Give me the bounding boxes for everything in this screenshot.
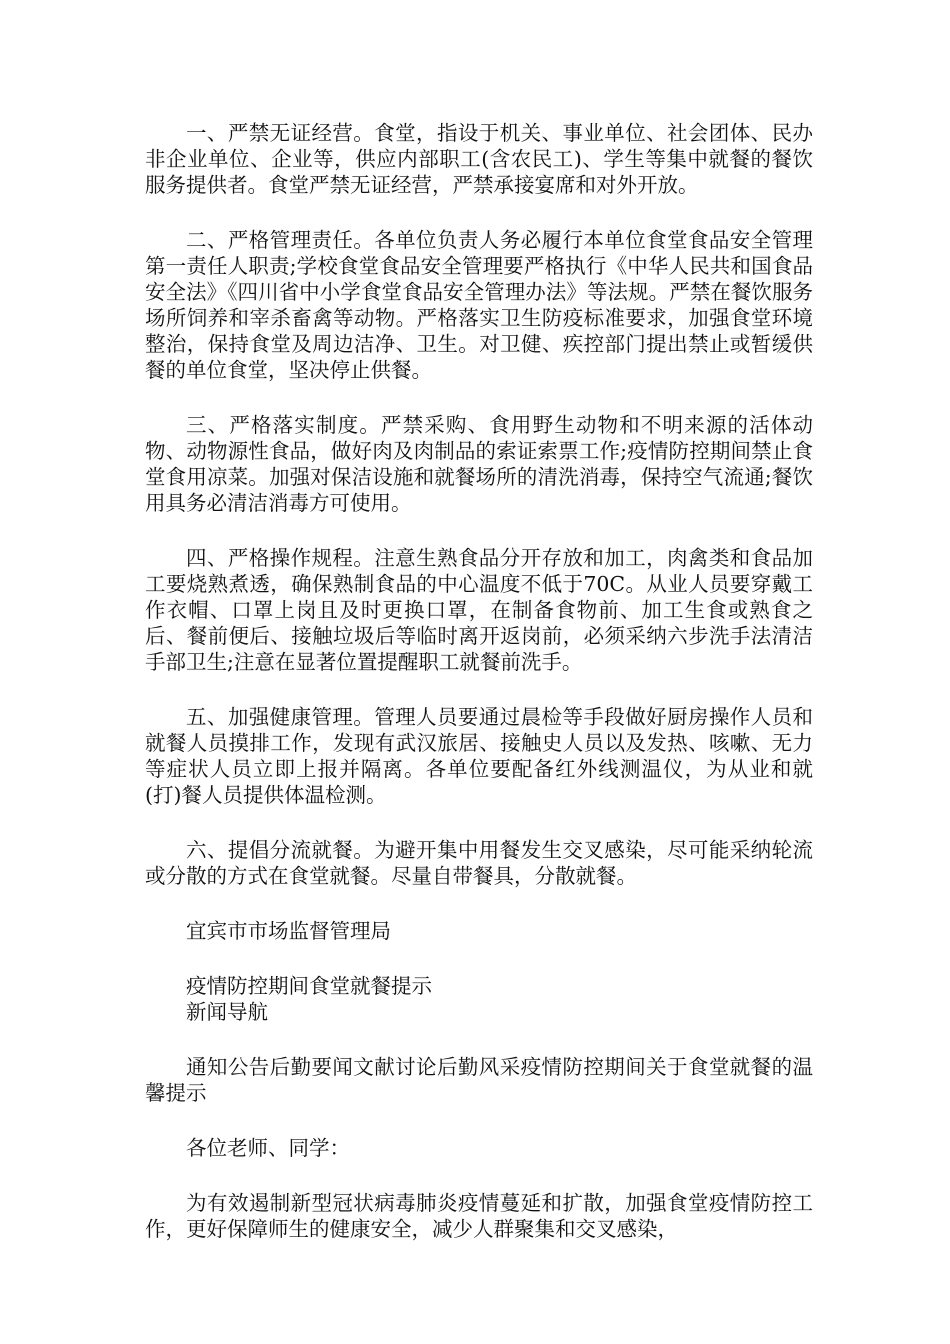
paragraph-rule-1: 一、严禁无证经营。食堂，指设于机关、事业单位、社会团体、民办非企业单位、企业等，供应内部职工(含农民工)、学生等集中就餐的餐饮服务提供者。食堂严禁无证经营，严禁承接宴席和对外开放。: [145, 121, 813, 197]
paragraph-rule-4: 四、严格操作规程。注意生熟食品分开存放和加工，肉禽类和食品加工要烧熟煮透，确保熟制食品的中心温度不低于70C。从业人员要穿戴工作衣帽、口罩上岗且及时更换口罩，在制备食物前、加工生食或熟食之后、餐前便后、接触垃圾后等临时离开返岗前，必须采纳六步洗手法清洁手部卫生;注意在显著位置提醒职工就餐前洗手。: [145, 546, 813, 674]
issuer-name: 宜宾市市场监督管理局: [186, 919, 391, 943]
news-navigation-label: 新闻导航: [186, 1000, 268, 1024]
paragraph-rule-2: 二、严格管理责任。各单位负责人务必履行本单位食堂食品安全管理第一责任人职责;学校食堂食品安全管理要严格执行《中华人民共和国食品安全法》《四川省中小学食堂食品安全管理办法》等法规。严禁在餐饮服务场所饲养和宰杀畜禽等动物。严格落实卫生防疫标准要求，加强食堂环境整治，保持食堂及周边洁净、卫生。对卫健、疾控部门提出禁止或暂缓供餐的单位食堂，坚决停止供餐。: [145, 228, 813, 382]
paragraph-rule-3: 三、严格落实制度。严禁采购、食用野生动物和不明来源的活体动物、动物源性食品，做好肉及肉制品的索证索票工作;疫情防控期间禁止食堂食用凉菜。加强对保洁设施和就餐场所的清洗消毒，保持空气流通;餐饮用具务必清洁消毒方可使用。: [145, 413, 813, 515]
navigation-breadcrumb-text: 通知公告后勤要闻文献讨论后勤风采疫情防控期间关于食堂就餐的温馨提示: [145, 1055, 813, 1105]
paragraph-intro: 为有效遏制新型冠状病毒肺炎疫情蔓延和扩散，加强食堂疫情防控工作，更好保障师生的健康安全，减少人群聚集和交叉感染，: [145, 1191, 813, 1241]
notice-title: 疫情防控期间食堂就餐提示: [186, 974, 432, 998]
paragraph-rule-6: 六、提倡分流就餐。为避开集中用餐发生交叉感染，尽可能采纳轮流或分散的方式在食堂就餐。尽量自带餐具，分散就餐。: [145, 838, 813, 888]
paragraph-rule-5: 五、加强健康管理。管理人员要通过晨检等手段做好厨房操作人员和就餐人员摸排工作，发现有武汉旅居、接触史人员以及发热、咳嗽、无力等症状人员立即上报并隔离。各单位要配备红外线测温仪，为从业和就(打)餐人员提供体温检测。: [145, 705, 813, 807]
document-body: [145, 120, 813, 1242]
salutation: 各位老师、同学：: [186, 1136, 350, 1160]
